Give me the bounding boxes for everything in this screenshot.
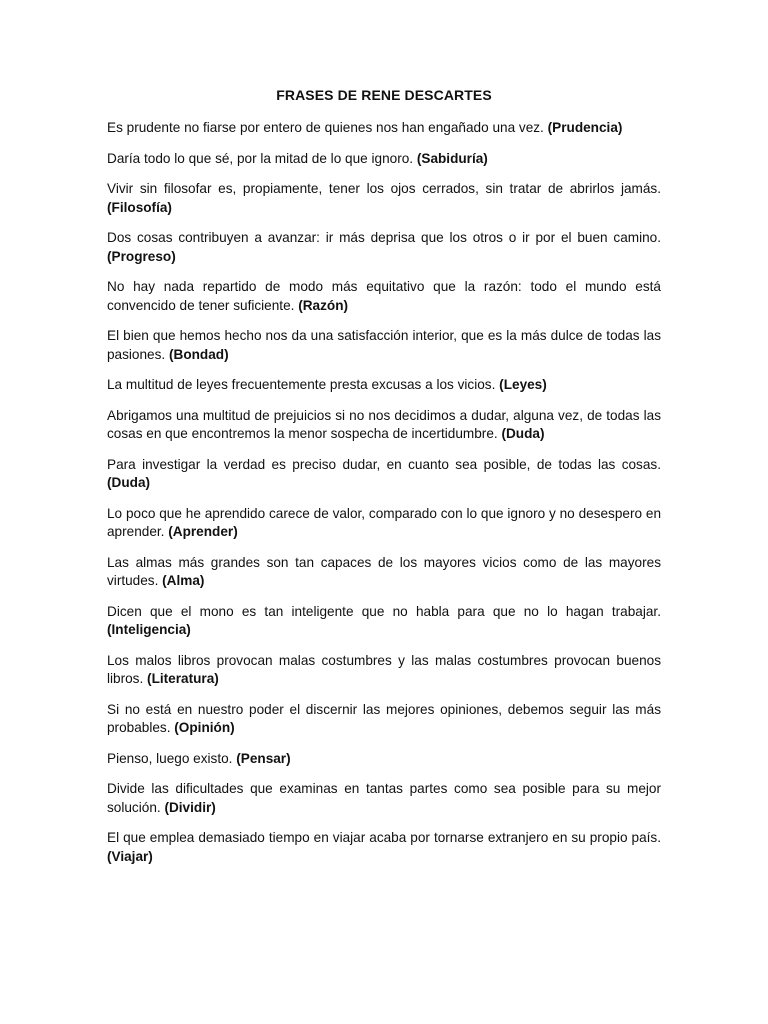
quote-tag: (Literatura) — [147, 671, 219, 686]
quote-text: El que emplea demasiado tiempo en viajar acaba por tornarse extranjero en su propio país. — [107, 830, 661, 845]
quote-text: Abrigamos una multitud de prejuicios si no nos decidimos a dudar, alguna vez, de todas las cosas en que encontremos la menor sospecha de incertidumbre. — [107, 407, 661, 441]
quote-list — [107, 119, 661, 866]
quote-tag: (Leyes) — [499, 377, 547, 392]
quote-text: Es prudente no fiarse por entero de quienes nos han engañado una vez. — [107, 120, 544, 135]
quote-text: Lo poco que he aprendido carece de valor, comparado con lo que ignoro y no desespero en aprender. — [107, 505, 661, 539]
quote-text: Vivir sin filosofar es, propiamente, tener los ojos cerrados, sin tratar de abrirlos jamás. — [107, 181, 661, 196]
quote-paragraph — [107, 505, 661, 542]
quote-tag: (Razón) — [298, 297, 349, 313]
quote-tag: (Dividir) — [164, 799, 216, 815]
quote-text: Divide las dificultades que examinas en tantas partes como sea posible para su mejor solución. — [107, 781, 661, 815]
quote-paragraph — [107, 554, 661, 591]
quote-paragraph — [107, 701, 661, 738]
quote-tag: (Aprender) — [168, 524, 238, 539]
quote-text: El bien que hemos hecho nos da una satisfacción interior, que es la más dulce de todas las pasiones. — [107, 328, 661, 362]
quote-text: Dos cosas contribuyen a avanzar: ir más deprisa que los otros o ir por el buen camino. — [107, 230, 661, 245]
quote-tag: (Viajar) — [107, 848, 153, 864]
quote-paragraph — [107, 376, 661, 395]
quote-tag: (Inteligencia) — [107, 622, 191, 637]
quote-tag: (Opinión) — [174, 720, 235, 735]
quote-text: La multitud de leyes frecuentemente presta excusas a los vicios. — [107, 377, 496, 392]
quote-text: Los malos libros provocan malas costumbres y las malas costumbres provocan buenos libros. — [107, 652, 661, 686]
quote-tag: (Pensar) — [236, 750, 291, 766]
quote-paragraph — [107, 150, 661, 169]
quote-paragraph — [107, 456, 661, 493]
quote-paragraph — [107, 119, 661, 138]
quote-paragraph — [107, 278, 661, 315]
page-title: FRASES DE RENE DESCARTES — [276, 87, 492, 103]
document-page — [107, 86, 661, 878]
quote-text: Daría todo lo que sé, por la mitad de lo que ignoro. — [107, 150, 414, 166]
quote-paragraph — [107, 229, 661, 266]
quote-paragraph — [107, 603, 661, 640]
quote-tag: (Sabiduría) — [416, 150, 488, 166]
quote-text: No hay nada repartido de modo más equitativo que la razón: todo el mundo está convencido de tener suficiente. — [107, 279, 661, 313]
quote-paragraph — [107, 327, 661, 364]
quote-paragraph — [107, 652, 661, 689]
quote-paragraph — [107, 750, 661, 769]
quote-tag: (Duda) — [107, 475, 151, 490]
quote-text: Dicen que el mono es tan inteligente que no habla para que no lo hagan trabajar. — [107, 603, 661, 619]
quote-text: Las almas más grandes son tan capaces de los mayores vicios como de las mayores virtudes. — [107, 554, 661, 588]
quote-tag: (Alma) — [162, 573, 205, 588]
quote-tag: (Duda) — [501, 426, 545, 441]
quote-paragraph — [107, 407, 661, 444]
quote-text: Pienso, luego existo. — [107, 750, 233, 766]
quote-text: Si no está en nuestro poder el discernir las mejores opiniones, debemos seguir las más probables. — [107, 701, 661, 735]
quote-paragraph — [107, 780, 661, 817]
quote-tag: (Bondad) — [168, 346, 229, 362]
quote-text: Para investigar la verdad es preciso dudar, en cuanto sea posible, de todas las cosas. — [107, 456, 661, 472]
quote-tag: (Prudencia) — [547, 120, 623, 135]
quote-paragraph — [107, 180, 661, 217]
quote-tag: (Filosofía) — [107, 199, 172, 215]
quote-paragraph — [107, 829, 661, 866]
quote-tag: (Progreso) — [107, 248, 176, 264]
